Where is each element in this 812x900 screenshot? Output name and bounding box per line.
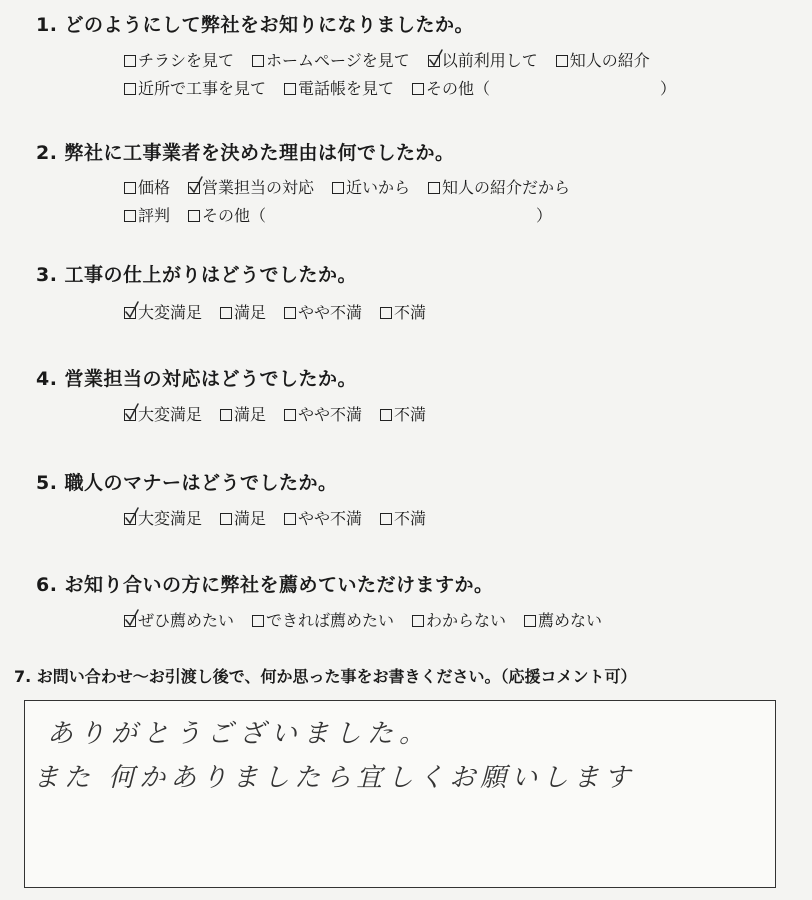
option-item[interactable] — [412, 608, 506, 631]
checkbox[interactable] — [284, 513, 296, 525]
checkbox[interactable] — [220, 409, 232, 421]
checked-checkbox[interactable] — [428, 55, 440, 67]
option-label: 知人の紹介 — [569, 51, 650, 70]
checked-checkbox[interactable] — [124, 513, 136, 525]
question-3-options-row — [124, 300, 444, 323]
option-item[interactable] — [332, 175, 410, 198]
checkbox[interactable] — [124, 182, 136, 194]
option-item[interactable] — [380, 402, 426, 425]
option-item[interactable] — [124, 402, 202, 425]
option-label: 不満 — [394, 509, 427, 528]
option-item[interactable] — [380, 506, 426, 529]
option-label: 満足 — [234, 405, 267, 424]
question-2-options-row — [124, 175, 588, 198]
question-3-title: 3. 工事の仕上がりはどうでしたか。 — [36, 264, 358, 286]
option-label: 営業担当の対応 — [202, 178, 315, 197]
option-label: やや不満 — [298, 509, 363, 528]
checkbox[interactable] — [412, 615, 424, 627]
checkbox[interactable] — [556, 55, 568, 67]
checkbox[interactable] — [188, 210, 200, 222]
option-item[interactable] — [252, 608, 394, 631]
handwritten-answer-line-1: ありがとうございました。 — [47, 719, 432, 749]
option-label: 薦めない — [538, 611, 603, 630]
option-item[interactable] — [284, 76, 394, 99]
option-label: わからない — [426, 611, 507, 630]
checkbox[interactable] — [124, 55, 136, 67]
option-item[interactable] — [124, 608, 234, 631]
checked-checkbox[interactable] — [188, 182, 200, 194]
option-item[interactable] — [284, 402, 362, 425]
checked-checkbox[interactable] — [124, 615, 136, 627]
option-label: できれば薦めたい — [266, 611, 395, 630]
question-5-title: 5. 職人のマナーはどうでしたか。 — [36, 472, 338, 494]
checkbox[interactable] — [252, 615, 264, 627]
question-2-options-row — [124, 203, 570, 226]
option-item[interactable] — [428, 175, 570, 198]
option-label: 不満 — [394, 303, 427, 322]
checkbox[interactable] — [220, 513, 232, 525]
option-item[interactable] — [220, 506, 266, 529]
option-item[interactable] — [412, 76, 676, 99]
option-label: 評判 — [138, 206, 171, 225]
comment-box[interactable] — [24, 700, 776, 888]
option-item[interactable] — [124, 48, 234, 71]
option-item[interactable] — [220, 402, 266, 425]
question-2-title: 2. 弊社に工事業者を決めた理由は何でしたか。 — [36, 142, 455, 164]
checkbox[interactable] — [284, 409, 296, 421]
option-item[interactable] — [188, 203, 552, 226]
option-item[interactable] — [556, 48, 650, 71]
option-label: その他（ — [202, 206, 267, 225]
question-7-title: 7. お問い合わせ～お引渡し後で、何か思った事をお書きください。（応援コメント可） — [14, 667, 637, 686]
option-label: 大変満足 — [138, 405, 203, 424]
option-label: 近いから — [346, 178, 411, 197]
option-item[interactable] — [124, 175, 170, 198]
option-item[interactable] — [124, 300, 202, 323]
option-item[interactable] — [220, 300, 266, 323]
option-label: 価格 — [138, 178, 171, 197]
question-4-title: 4. 営業担当の対応はどうでしたか。 — [36, 368, 358, 390]
option-label: やや不満 — [298, 405, 363, 424]
question-5-options-row — [124, 506, 444, 529]
close-paren: ） — [660, 79, 677, 98]
checkbox[interactable] — [380, 409, 392, 421]
option-item[interactable] — [124, 506, 202, 529]
option-label: 大変満足 — [138, 303, 203, 322]
option-label: 以前利用して — [441, 51, 538, 70]
checkbox[interactable] — [284, 83, 296, 95]
question-6-options-row — [124, 608, 620, 631]
option-label: 満足 — [234, 509, 267, 528]
question-4-options-row — [124, 402, 444, 425]
checkbox[interactable] — [252, 55, 264, 67]
question-6-title: 6. お知り合いの方に弊社を薦めていただけますか。 — [36, 574, 494, 596]
checkbox[interactable] — [332, 182, 344, 194]
option-item[interactable] — [124, 203, 170, 226]
option-item[interactable] — [252, 48, 410, 71]
checkbox[interactable] — [124, 210, 136, 222]
option-item[interactable] — [188, 175, 314, 198]
option-label: ホームページを見て — [266, 51, 410, 70]
close-paren: ） — [536, 206, 553, 225]
option-item[interactable] — [524, 608, 602, 631]
checkbox[interactable] — [220, 307, 232, 319]
option-item[interactable] — [124, 76, 266, 99]
option-item[interactable] — [284, 300, 362, 323]
option-label: 近所で工事を見て — [138, 79, 267, 98]
option-label: チラシを見て — [138, 51, 235, 70]
handwritten-answer-line-2: また 何かありましたら宜しくお願いします — [33, 763, 636, 793]
question-1-options-row — [124, 76, 694, 99]
option-item[interactable] — [428, 48, 538, 71]
checkbox[interactable] — [380, 307, 392, 319]
option-label: 知人の紹介だから — [442, 178, 571, 197]
checked-checkbox[interactable] — [124, 307, 136, 319]
checkbox[interactable] — [524, 615, 536, 627]
option-label: 満足 — [234, 303, 267, 322]
option-label: 電話帳を見て — [298, 79, 395, 98]
checkbox[interactable] — [380, 513, 392, 525]
option-label: その他（ — [426, 79, 491, 98]
checkbox[interactable] — [124, 83, 136, 95]
option-item[interactable] — [284, 506, 362, 529]
option-label: やや不満 — [298, 303, 363, 322]
option-label: ぜひ薦めたい — [138, 611, 235, 630]
checkbox[interactable] — [428, 182, 440, 194]
option-label: 大変満足 — [138, 509, 203, 528]
question-1-title: 1. どのようにして弊社をお知りになりましたか。 — [36, 14, 475, 36]
question-1-options-row — [124, 48, 668, 71]
checkbox[interactable] — [284, 307, 296, 319]
checkbox[interactable] — [412, 83, 424, 95]
checked-checkbox[interactable] — [124, 409, 136, 421]
option-item[interactable] — [380, 300, 426, 323]
option-label: 不満 — [394, 405, 427, 424]
